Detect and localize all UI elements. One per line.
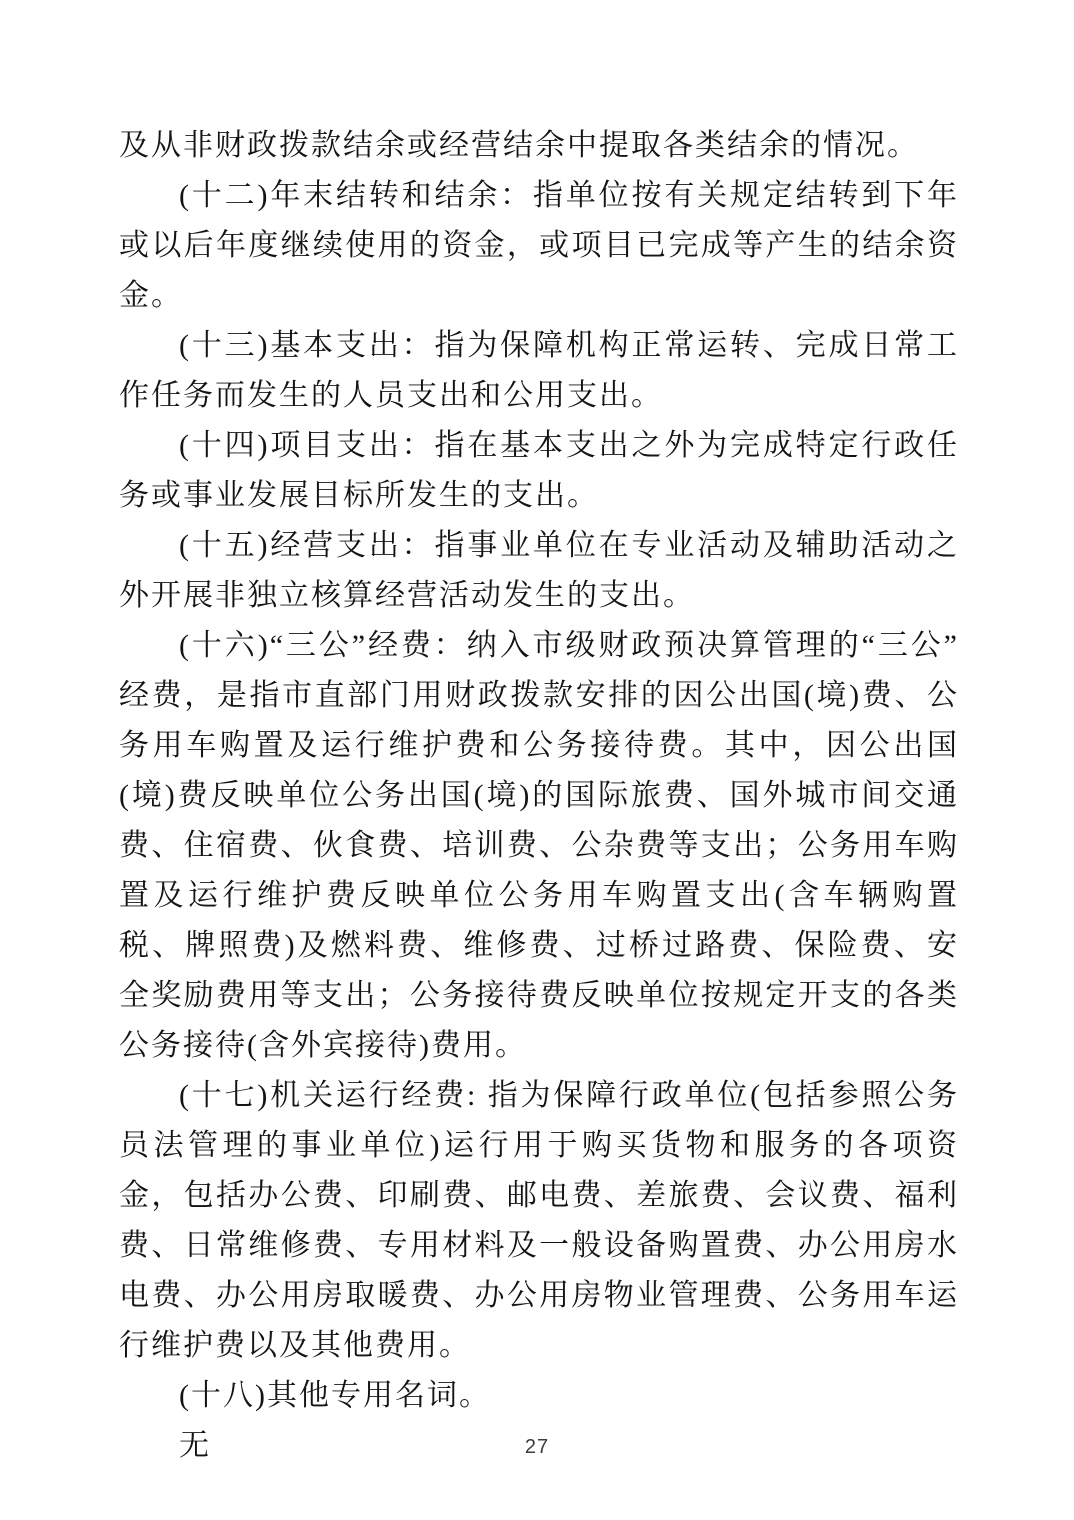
- paragraph: (十四)项目支出：指在基本支出之外为完成特定行政任务或事业发展目标所发生的支出。: [119, 429, 959, 512]
- paragraph: (十三)基本支出：指为保障机构正常运转、完成日常工作任务而发生的人员支出和公用支出。: [119, 329, 959, 412]
- paragraph: (十五)经营支出：指事业单位在专业活动及辅助活动之外开展非独立核算经营活动发生的支出。: [119, 529, 959, 612]
- paragraph: (十七)机关运行经费: 指为保障行政单位(包括参照公务员法管理的事业单位)运行用于购买货物和服务的各项资金，包括办公费、印刷费、邮电费、差旅费、会议费、福利费、日常维修费、专用材料及一般设备购置费、办公用房水电费、办公用房取暖费、办公用房物业管理费、公务用车运行维护费以及其他费用。: [119, 1079, 959, 1362]
- paragraph: (十八)其他专用名词。: [179, 1379, 491, 1412]
- paragraph: 及从非财政拨款结余或经营结余中提取各类结余的情况。: [119, 129, 919, 162]
- page-footer: [0, 1436, 1074, 1459]
- paragraph: (十六)“三公”经费：纳入市级财政预决算管理的“三公”经费，是指市直部门用财政拨款安排的因公出国(境)费、公务用车购置及运行维护费和公务接待费。其中，因公出国(境)费反映单位公务出国(境)的国际旅费、国外城市间交通费、住宿费、伙食费、培训费、公杂费等支出；公务用车购置及运行维护费反映单位公务用车购置支出(含车辆购置税、牌照费)及燃料费、维修费、过桥过路费、保险费、安全奖励费用等支出；公务接待费反映单位按规定开支的各类公务接待(含外宾接待)费用。: [119, 629, 959, 1062]
- page-number: 27: [524, 1436, 550, 1458]
- paragraph: (十二)年末结转和结余：指单位按有关规定结转到下年或以后年度继续使用的资金，或项目已完成等产生的结余资金。: [119, 179, 959, 312]
- document-text-block: [119, 121, 959, 1471]
- paragraph: 无: [179, 1429, 211, 1462]
